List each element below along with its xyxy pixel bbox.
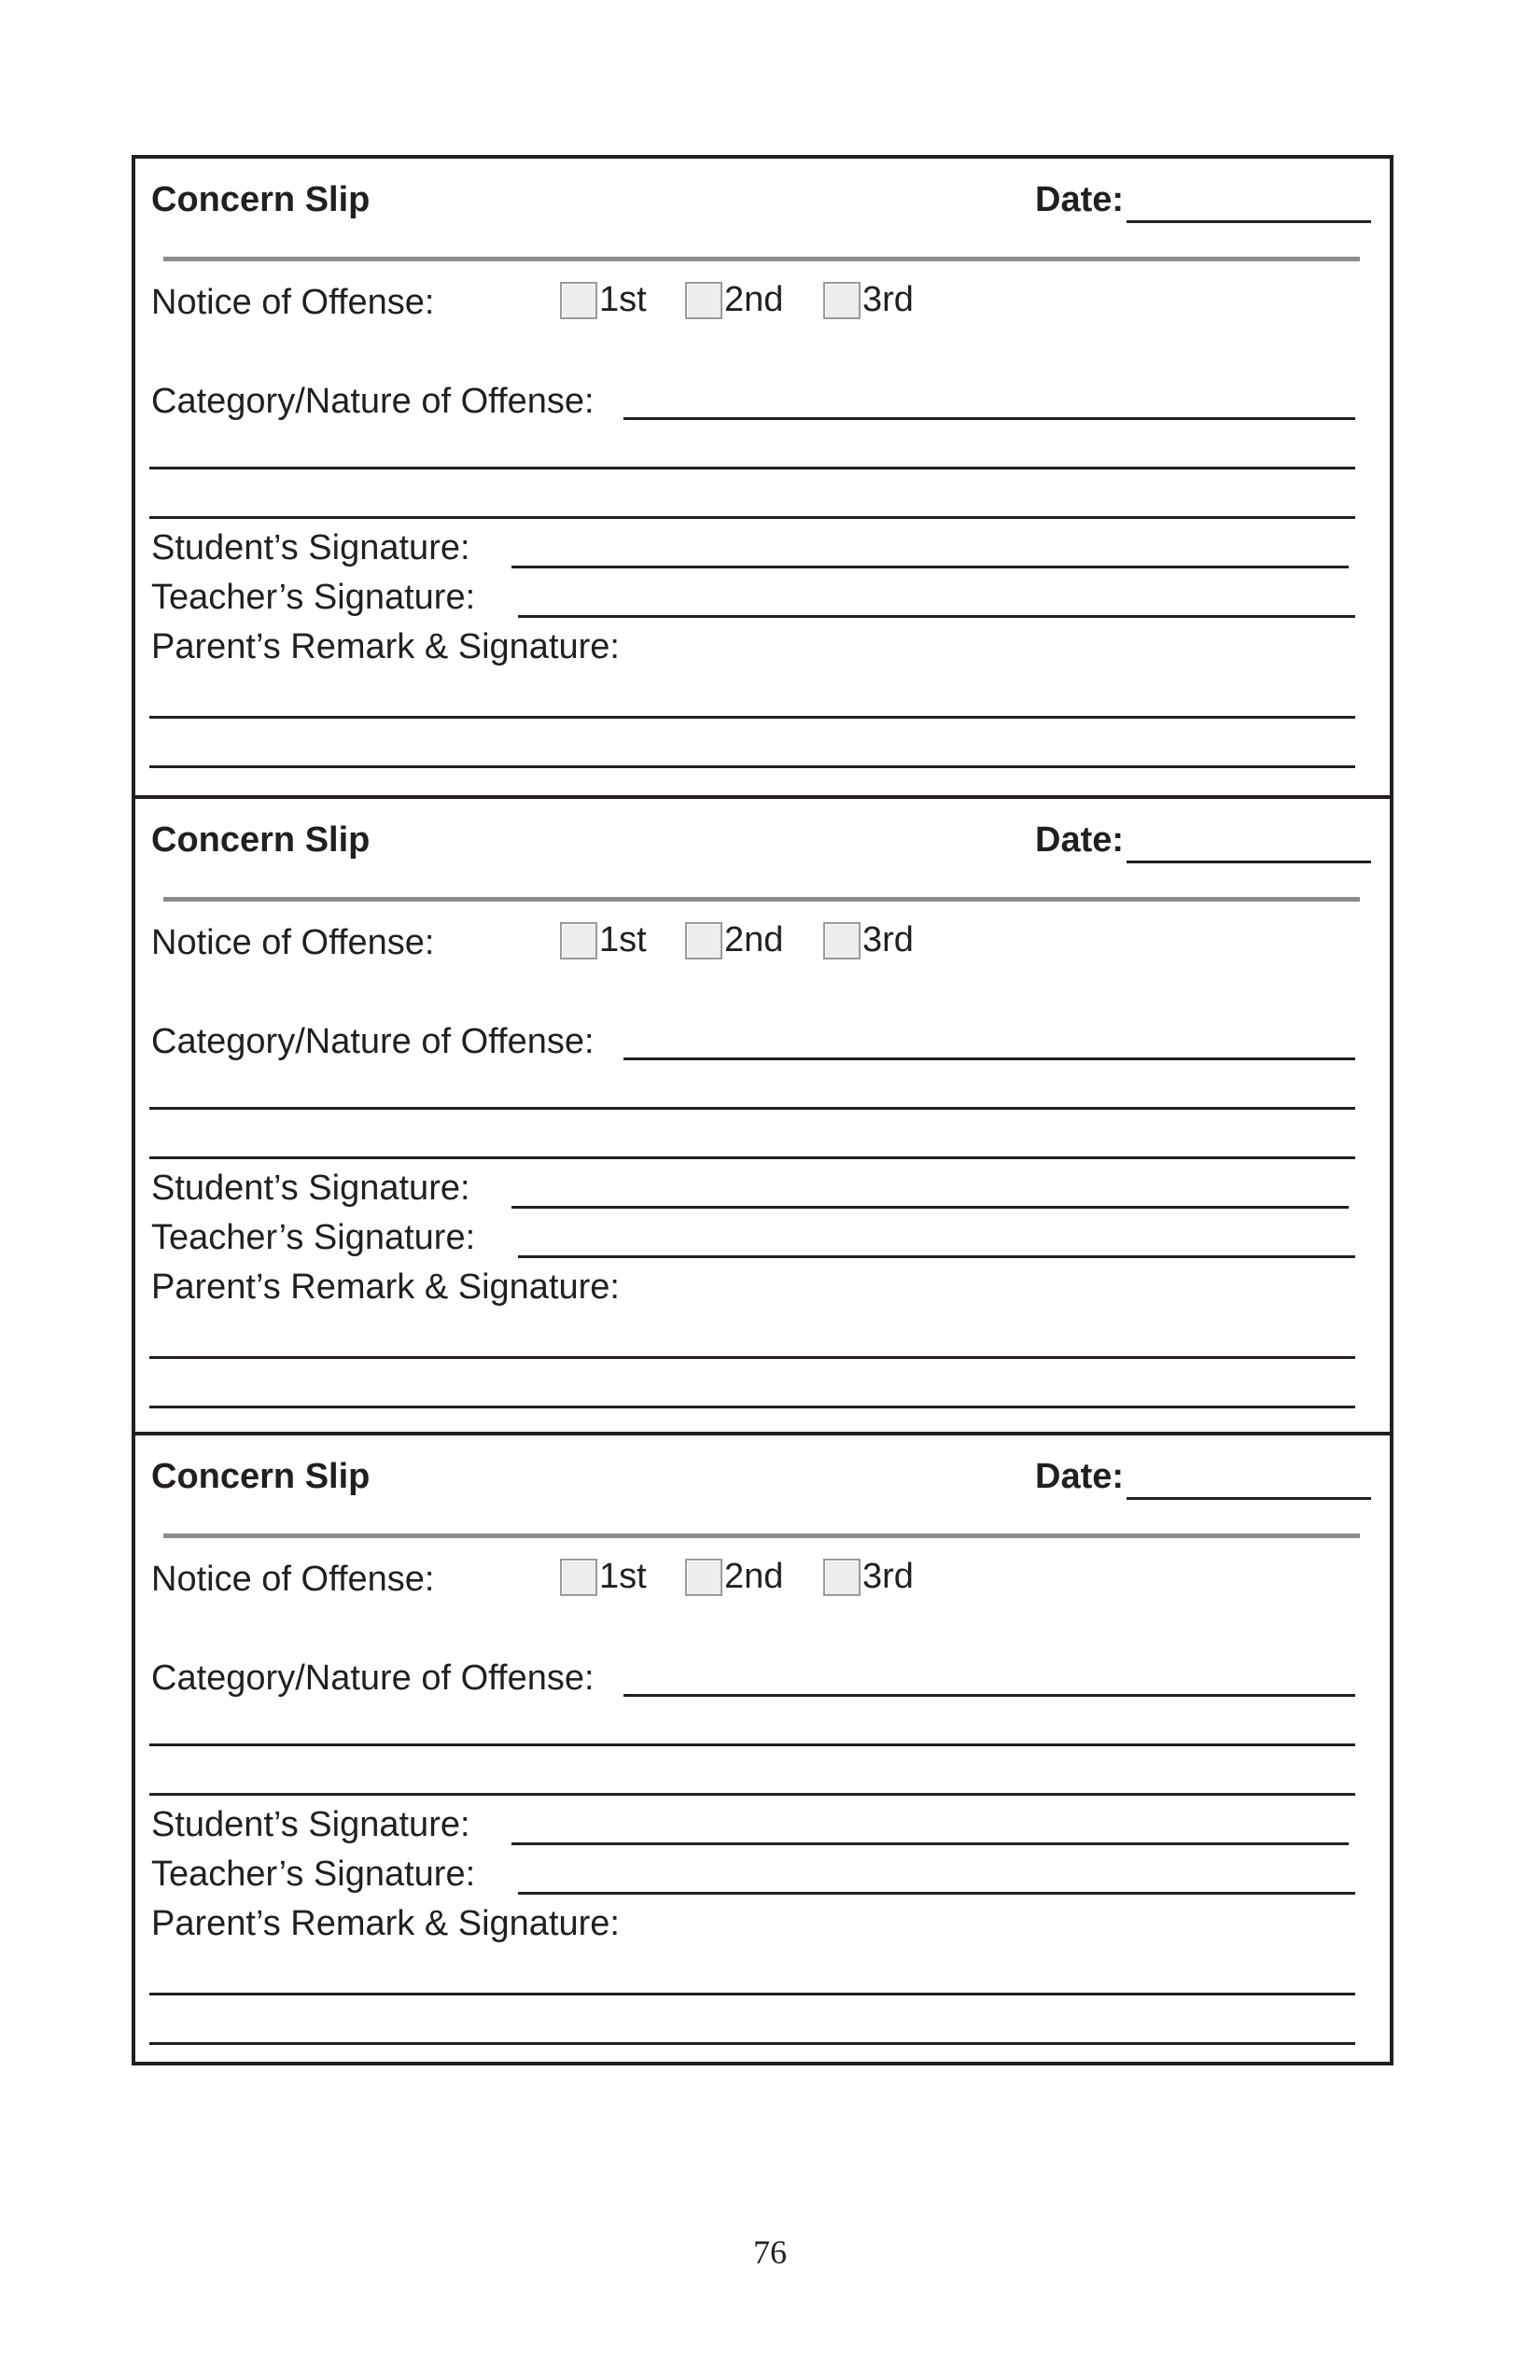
checkbox-1st[interactable] — [560, 1557, 647, 1597]
checkbox-1st[interactable] — [560, 280, 647, 320]
option-label: 2nd — [724, 1557, 784, 1596]
category-field[interactable] — [623, 1694, 1355, 1697]
checkbox-3rd[interactable] — [823, 280, 914, 320]
category-line[interactable] — [149, 467, 1355, 469]
date-field[interactable] — [1127, 220, 1371, 223]
checkbox-icon[interactable] — [685, 282, 722, 319]
student-signature-field[interactable] — [511, 1206, 1349, 1209]
parent-remark-line[interactable] — [149, 2042, 1355, 2045]
category-line[interactable] — [149, 1107, 1355, 1110]
option-label: 1st — [599, 920, 647, 959]
date-field[interactable] — [1127, 861, 1371, 863]
teacher-signature-field[interactable] — [518, 615, 1355, 618]
slip-title: Concern Slip — [151, 180, 371, 219]
checkbox-1st[interactable] — [560, 920, 647, 960]
checkbox-icon[interactable] — [560, 1559, 597, 1596]
student-signature-label: Student’s Signature: — [151, 528, 470, 567]
teacher-signature-label: Teacher’s Signature: — [151, 1218, 476, 1257]
checkbox-icon[interactable] — [823, 282, 861, 319]
checkbox-icon[interactable] — [560, 922, 597, 959]
concern-slip — [135, 1432, 1390, 2072]
teacher-signature-label: Teacher’s Signature: — [151, 1855, 476, 1894]
category-label: Category/Nature of Offense: — [151, 382, 595, 421]
date-label: Date: — [1035, 180, 1125, 219]
divider — [163, 257, 1360, 261]
page-number: 76 — [753, 2233, 787, 2271]
notice-label: Notice of Offense: — [151, 1560, 435, 1599]
slip-title: Concern Slip — [151, 820, 371, 860]
student-signature-field[interactable] — [511, 1842, 1349, 1845]
checkbox-icon[interactable] — [685, 922, 722, 959]
student-signature-field[interactable] — [511, 566, 1349, 568]
date-field[interactable] — [1127, 1497, 1371, 1500]
parent-remark-line[interactable] — [149, 1356, 1355, 1359]
notice-label: Notice of Offense: — [151, 923, 435, 962]
parent-remark-label: Parent’s Remark & Signature: — [151, 1267, 620, 1307]
checkbox-2nd[interactable] — [685, 920, 783, 960]
option-label: 3rd — [862, 1557, 914, 1596]
category-line[interactable] — [149, 1156, 1355, 1159]
concern-slip — [135, 795, 1390, 1435]
checkbox-3rd[interactable] — [823, 920, 914, 960]
student-signature-label: Student’s Signature: — [151, 1169, 470, 1208]
category-label: Category/Nature of Offense: — [151, 1022, 595, 1061]
checkbox-2nd[interactable] — [685, 280, 783, 320]
checkbox-3rd[interactable] — [823, 1557, 914, 1597]
checkbox-icon[interactable] — [685, 1559, 722, 1596]
date-label: Date: — [1035, 820, 1125, 860]
concern-slip — [135, 159, 1390, 795]
teacher-signature-field[interactable] — [518, 1892, 1355, 1895]
option-label: 3rd — [862, 280, 914, 319]
checkbox-icon[interactable] — [823, 922, 861, 959]
category-line[interactable] — [149, 516, 1355, 519]
parent-remark-line[interactable] — [149, 765, 1355, 768]
category-field[interactable] — [623, 417, 1355, 420]
concern-slips-form — [132, 155, 1393, 2065]
teacher-signature-label: Teacher’s Signature: — [151, 578, 476, 617]
category-field[interactable] — [623, 1057, 1355, 1060]
date-label: Date: — [1035, 1457, 1125, 1496]
checkbox-icon[interactable] — [823, 1559, 861, 1596]
checkbox-2nd[interactable] — [685, 1557, 783, 1597]
parent-remark-line[interactable] — [149, 1406, 1355, 1408]
parent-remark-label: Parent’s Remark & Signature: — [151, 1904, 620, 1943]
category-line[interactable] — [149, 1793, 1355, 1796]
student-signature-label: Student’s Signature: — [151, 1805, 470, 1844]
category-line[interactable] — [149, 1743, 1355, 1746]
checkbox-icon[interactable] — [560, 282, 597, 319]
parent-remark-line[interactable] — [149, 716, 1355, 719]
divider — [163, 897, 1360, 902]
teacher-signature-field[interactable] — [518, 1255, 1355, 1258]
slip-title: Concern Slip — [151, 1457, 371, 1496]
divider — [163, 1533, 1360, 1538]
option-label: 1st — [599, 280, 647, 319]
category-label: Category/Nature of Offense: — [151, 1659, 595, 1698]
notice-label: Notice of Offense: — [151, 283, 435, 322]
option-label: 2nd — [724, 280, 784, 319]
parent-remark-line[interactable] — [149, 1993, 1355, 1995]
option-label: 1st — [599, 1557, 647, 1596]
parent-remark-label: Parent’s Remark & Signature: — [151, 627, 620, 666]
option-label: 3rd — [862, 920, 914, 959]
option-label: 2nd — [724, 920, 784, 959]
